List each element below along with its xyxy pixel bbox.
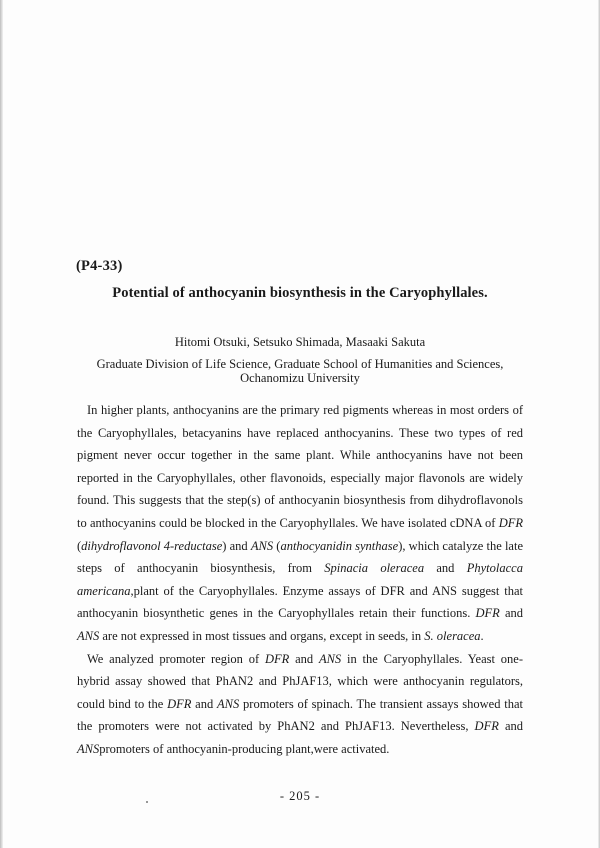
italic-term: ANS <box>217 696 240 711</box>
text-run: ,plant of the Caryophyllales. Enzyme assays of DFR and ANS suggest that anthocyanin biosynthetic genes in the Caryophyllales retain their functions. <box>77 583 523 621</box>
italic-term: Phytolacca americana <box>77 561 523 598</box>
italic-term: ANS <box>77 741 100 756</box>
italic-term: ANS <box>77 628 100 643</box>
text-run: in the Caryophyllales. Yeast one-hybrid assay showed that PhAN2 and PhJAF13, which were anthocyanin regulators, could bind to the <box>77 651 523 711</box>
italic-term: ANS <box>318 651 342 666</box>
italic-term: DFR <box>474 719 499 734</box>
text-run: ( <box>273 538 281 553</box>
italic-term: dihydroflavonol 4-reductase <box>81 538 223 553</box>
italic-term: DFR <box>475 606 500 621</box>
text-run: ( <box>77 538 82 553</box>
text-run: ), which catalyze the late steps of anthocyanin biosynthesis, from <box>77 538 523 576</box>
italic-term: DFR <box>498 515 523 530</box>
italic-term: Spinacia oleracea <box>324 561 425 576</box>
paper-title: Potential of anthocyanin biosynthesis in the Caryophyllales. <box>112 285 488 301</box>
text-run: and <box>499 606 523 621</box>
abstract-body <box>77 399 523 761</box>
affiliation-line-1: Graduate Division of Life Science, Graduate School of Humanities and Sciences, <box>96 357 504 371</box>
scan-edge-left <box>0 0 3 848</box>
text-run: are not expressed in most tissues and organs, except in seeds, in <box>99 628 425 643</box>
italic-term: DFR <box>264 651 290 666</box>
abstract-paragraph-2 <box>77 648 523 761</box>
italic-term: anthocyanidin synthase <box>280 538 399 553</box>
abstract-code: (P4-33) <box>76 258 123 274</box>
text-run: and <box>498 719 523 734</box>
italic-term: DFR <box>167 696 192 711</box>
affiliation <box>0 357 600 385</box>
abstract-paragraph-1 <box>77 399 523 648</box>
page-number: - 205 - <box>279 789 321 803</box>
italic-term: S. oleracea <box>424 628 481 643</box>
text-run: promoters of spinach. The transient assays showed that the promoters were not activated by PhAN2 and PhJAF13. Nevertheless, <box>77 696 523 734</box>
text-run: We analyzed promoter region of <box>87 651 265 666</box>
text-run: promoters of anthocyanin-producing plant,were activated. <box>99 741 390 756</box>
text-run: and <box>289 651 319 666</box>
text-run: and <box>191 696 218 711</box>
text-run: In higher plants, anthocyanins are the primary red pigments whereas in most orders of the Caryophyllales, betacyanins have replaced anthocyanins. These two types of red pigment never occur together in the same plant. While anthocyanins have not been reported in the Caryophyllales, other flavonoids, especially major flavonols are widely found. This suggests that the step(s) of anthocyanin biosynthesis from dihydroflavonols to anthocyanins could be blocked in the Caryophyllales. We have isolated cDNA of <box>77 403 523 530</box>
author-list: Hitomi Otsuki, Setsuko Shimada, Masaaki Sakuta <box>174 335 426 349</box>
text-run: and <box>424 561 467 576</box>
scan-speck <box>146 801 148 803</box>
italic-term: ANS <box>250 538 274 553</box>
text-run: ) and <box>222 538 251 553</box>
text-run: . <box>480 628 484 643</box>
affiliation-line-2: Ochanomizu University <box>240 371 360 385</box>
